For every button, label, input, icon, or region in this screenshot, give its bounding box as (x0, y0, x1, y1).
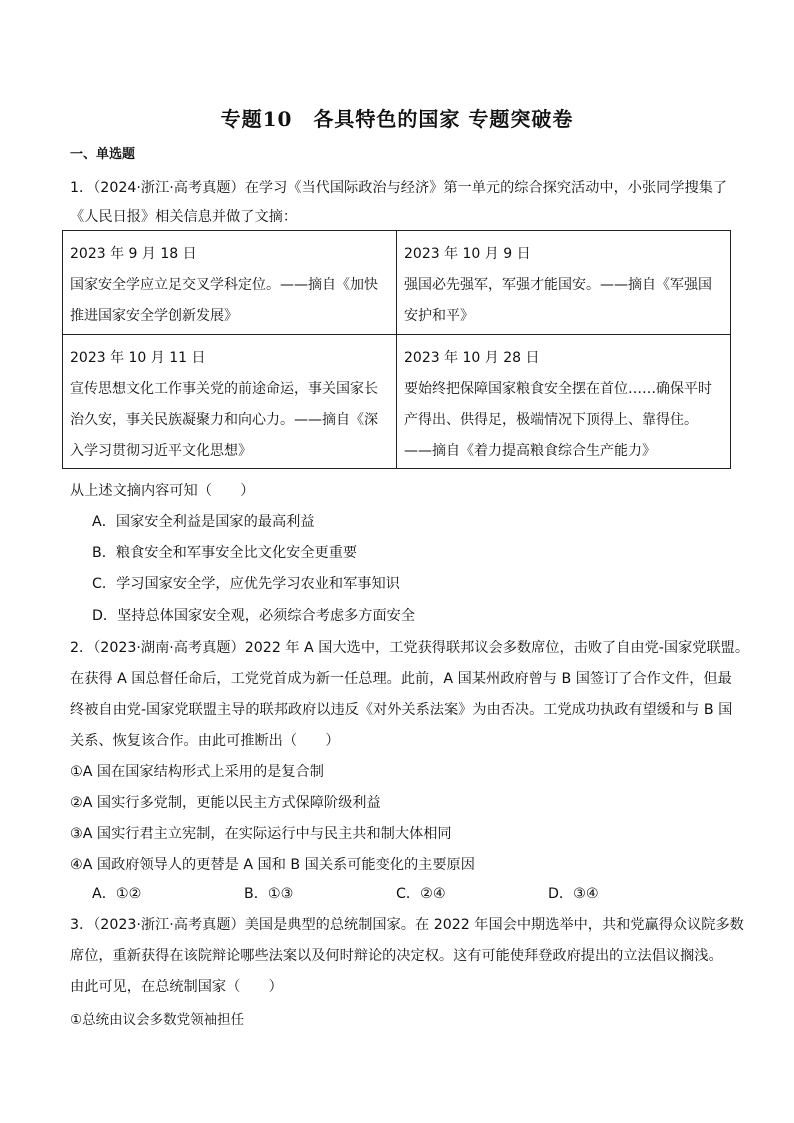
excerpt-cell (397, 335, 731, 469)
q1-option-a: A．国家安全利益是国家的最高利益 (92, 514, 315, 530)
q2-option-a: A．①② (92, 886, 142, 902)
q2-statement-3: ③A 国实行君主立宪制，在实际运行中与民主共和制大体相同 (70, 826, 452, 842)
q2-line-1: 2．（2023·湖南·高考真题）2022 年 A 国大选中，工党获得联邦议会多数席位，击败了自由党-国家党联盟。 (70, 640, 750, 656)
q1-question: 从上述文摘内容可知（ ） (70, 483, 255, 499)
excerpt-text: 宣传思想文化工作事关党的前途命运，事关国家长治久安，事关民族凝聚力和向心力。——摘自《深入学习贯彻习近平文化思想》 (70, 381, 378, 459)
excerpt-date: 2023 年 9 月 18 日 (70, 246, 197, 262)
excerpt-date: 2023 年 10 月 9 日 (404, 246, 531, 262)
q2-option-c: C．②④ (396, 886, 446, 902)
section-heading: 一、单选题 (70, 147, 136, 162)
excerpt-text: 强国必先强军，军强才能国安。——摘自《军强国安护和平》 (404, 277, 712, 324)
q1-option-d: D．坚持总体国家安全观，必须综合考虑多方面安全 (92, 608, 416, 624)
excerpt-cell (63, 231, 397, 335)
q1-option-c: C．学习国家安全学，应优先学习农业和军事知识 (92, 576, 400, 592)
q2-statement-2: ②A 国实行多党制，更能以民主方式保障阶级利益 (70, 795, 381, 811)
q2-line-2: 在获得 A 国总督任命后，工党党首成为新一任总理。此前，A 国某州政府曾与 B 国签订了合作文件，但最 (70, 671, 732, 687)
excerpt-table (62, 230, 731, 469)
q3-line-3: 由此可见，在总统制国家（ ） (70, 979, 283, 995)
q1-stem-line-2: 《人民日报》相关信息并做了文摘： (70, 209, 298, 225)
excerpt-text: 国家安全学应立足交叉学科定位。——摘自《加快推进国家安全学创新发展》 (70, 277, 378, 324)
q3-line-1: 3．（2023·浙江·高考真题）美国是典型的总统制国家。在 2022 年国会中期选举中，共和党赢得众议院多数 (70, 917, 744, 933)
q2-line-3: 终被自由党-国家党联盟主导的联邦政府以违反《对外关系法案》为由否决。工党成功执政有望缓和与 B 国 (70, 702, 733, 718)
q1-stem-line-1: 1．（2024·浙江·高考真题）在学习《当代国际政治与经济》第一单元的综合探究活动中，小张同学搜集了 (70, 180, 728, 196)
q2-options (92, 883, 732, 903)
excerpt-date: 2023 年 10 月 28 日 (404, 350, 540, 366)
q3-statement-1: ①总统由议会多数党领袖担任 (70, 1012, 245, 1028)
q2-statement-1: ①A 国在国家结构形式上采用的是复合制 (70, 764, 324, 780)
excerpt-cell (397, 231, 731, 335)
excerpt-text: 要始终把保障国家粮食安全摆在首位……确保平时产得出、供得足，极端情况下顶得上、靠得住。——摘自《着力提高粮食综合生产能力》 (404, 381, 712, 459)
excerpt-date: 2023 年 10 月 11 日 (70, 350, 206, 366)
q2-statement-4: ④A 国政府领导人的更替是 A 国和 B 国关系可能变化的主要原因 (70, 857, 475, 873)
excerpt-cell (63, 335, 397, 469)
q2-line-4: 关系、恢复该合作。由此可推断出（ ） (70, 733, 340, 749)
q1-option-b: B．粮食安全和军事安全比文化安全更重要 (92, 545, 358, 561)
page-title: 专题10 各具特色的国家 专题突破卷 (220, 107, 574, 131)
q2-option-b: B．①③ (244, 886, 294, 902)
q2-option-d: D．③④ (548, 886, 599, 902)
q3-line-2: 席位，重新获得在该院辩论哪些法案以及何时辩论的决定权。这有可能使拜登政府提出的立法倡议搁浅。 (70, 948, 723, 964)
